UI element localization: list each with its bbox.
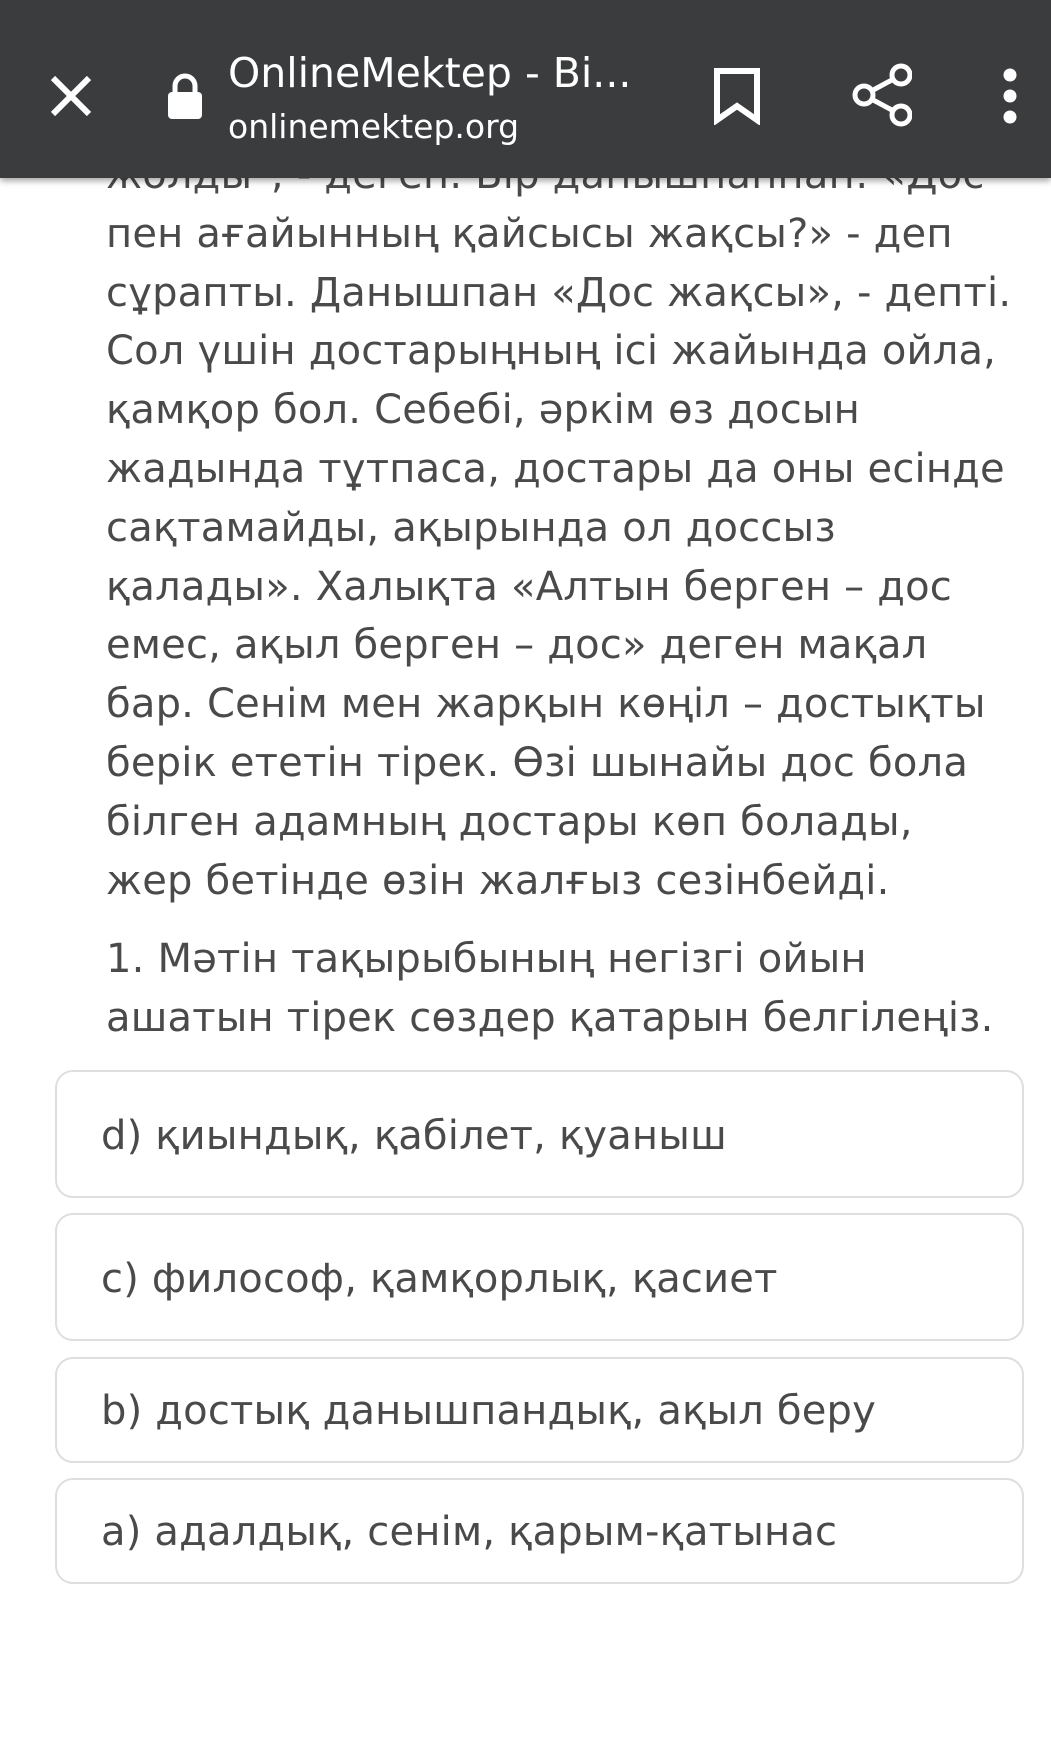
question-line: 1. Мәтін тақырыбының негізгі ойын bbox=[106, 936, 867, 982]
answer-option-label: d) қиындық, қабілет, қуаныш bbox=[101, 1113, 727, 1159]
answer-option-label: b) достық данышпандық, ақыл беру bbox=[101, 1388, 877, 1434]
passage-line: қамқор бол. Себебі, әркім өз досын bbox=[106, 387, 861, 434]
passage-line: берік ететін тірек. Өзі шынайы дос бола bbox=[106, 739, 969, 786]
custom-tab-toolbar bbox=[0, 0, 1051, 178]
bookmark-icon[interactable] bbox=[712, 67, 762, 125]
passage-line: жер бетінде өзін жалғыз сезінбейді. bbox=[106, 857, 890, 904]
answer-option-label: a) адалдық, сенім, қарым-қатынас bbox=[101, 1509, 838, 1555]
passage-line: білген адамның достары көп болады, bbox=[106, 798, 913, 845]
page-url[interactable]: onlinemektep.org bbox=[228, 107, 520, 146]
share-icon[interactable] bbox=[852, 62, 912, 128]
passage-line: Сол үшін достарыңның ісі жайында ойла, bbox=[106, 328, 997, 375]
passage-line: жадында тұтпаса, достары да оны есінде bbox=[106, 445, 1005, 492]
lock-icon bbox=[166, 72, 204, 120]
answer-option-b[interactable] bbox=[55, 1357, 1024, 1463]
page-title: OnlineMektep - Bi... bbox=[228, 49, 632, 97]
passage-line: пен ағайынның қайсысы жақсы?» - деп bbox=[106, 210, 953, 257]
answer-option-d[interactable] bbox=[55, 1070, 1024, 1198]
passage-line: сұрапты. Данышпан «Дос жақсы», - депті. bbox=[106, 269, 1012, 316]
passage-line: қалады». Халықта «Алтын берген – дос bbox=[106, 563, 952, 610]
answer-option-c[interactable] bbox=[55, 1213, 1024, 1341]
answer-option-a[interactable] bbox=[55, 1478, 1024, 1584]
reading-passage bbox=[106, 146, 1012, 910]
question-text bbox=[106, 930, 1006, 1048]
more-vert-icon[interactable] bbox=[997, 67, 1023, 125]
passage-line: емес, ақыл берген – дос» деген мақал bbox=[106, 622, 928, 669]
passage-line: бар. Сенім мен жарқын көңіл – достықты bbox=[106, 681, 986, 728]
question-line: ашатын тірек сөздер қатарын белгілеңіз. bbox=[106, 995, 994, 1041]
answer-option-label: c) философ, қамқорлық, қасиет bbox=[101, 1256, 778, 1302]
close-icon[interactable] bbox=[47, 72, 95, 120]
passage-line: сақтамайды, ақырында ол доссыз bbox=[106, 504, 836, 551]
